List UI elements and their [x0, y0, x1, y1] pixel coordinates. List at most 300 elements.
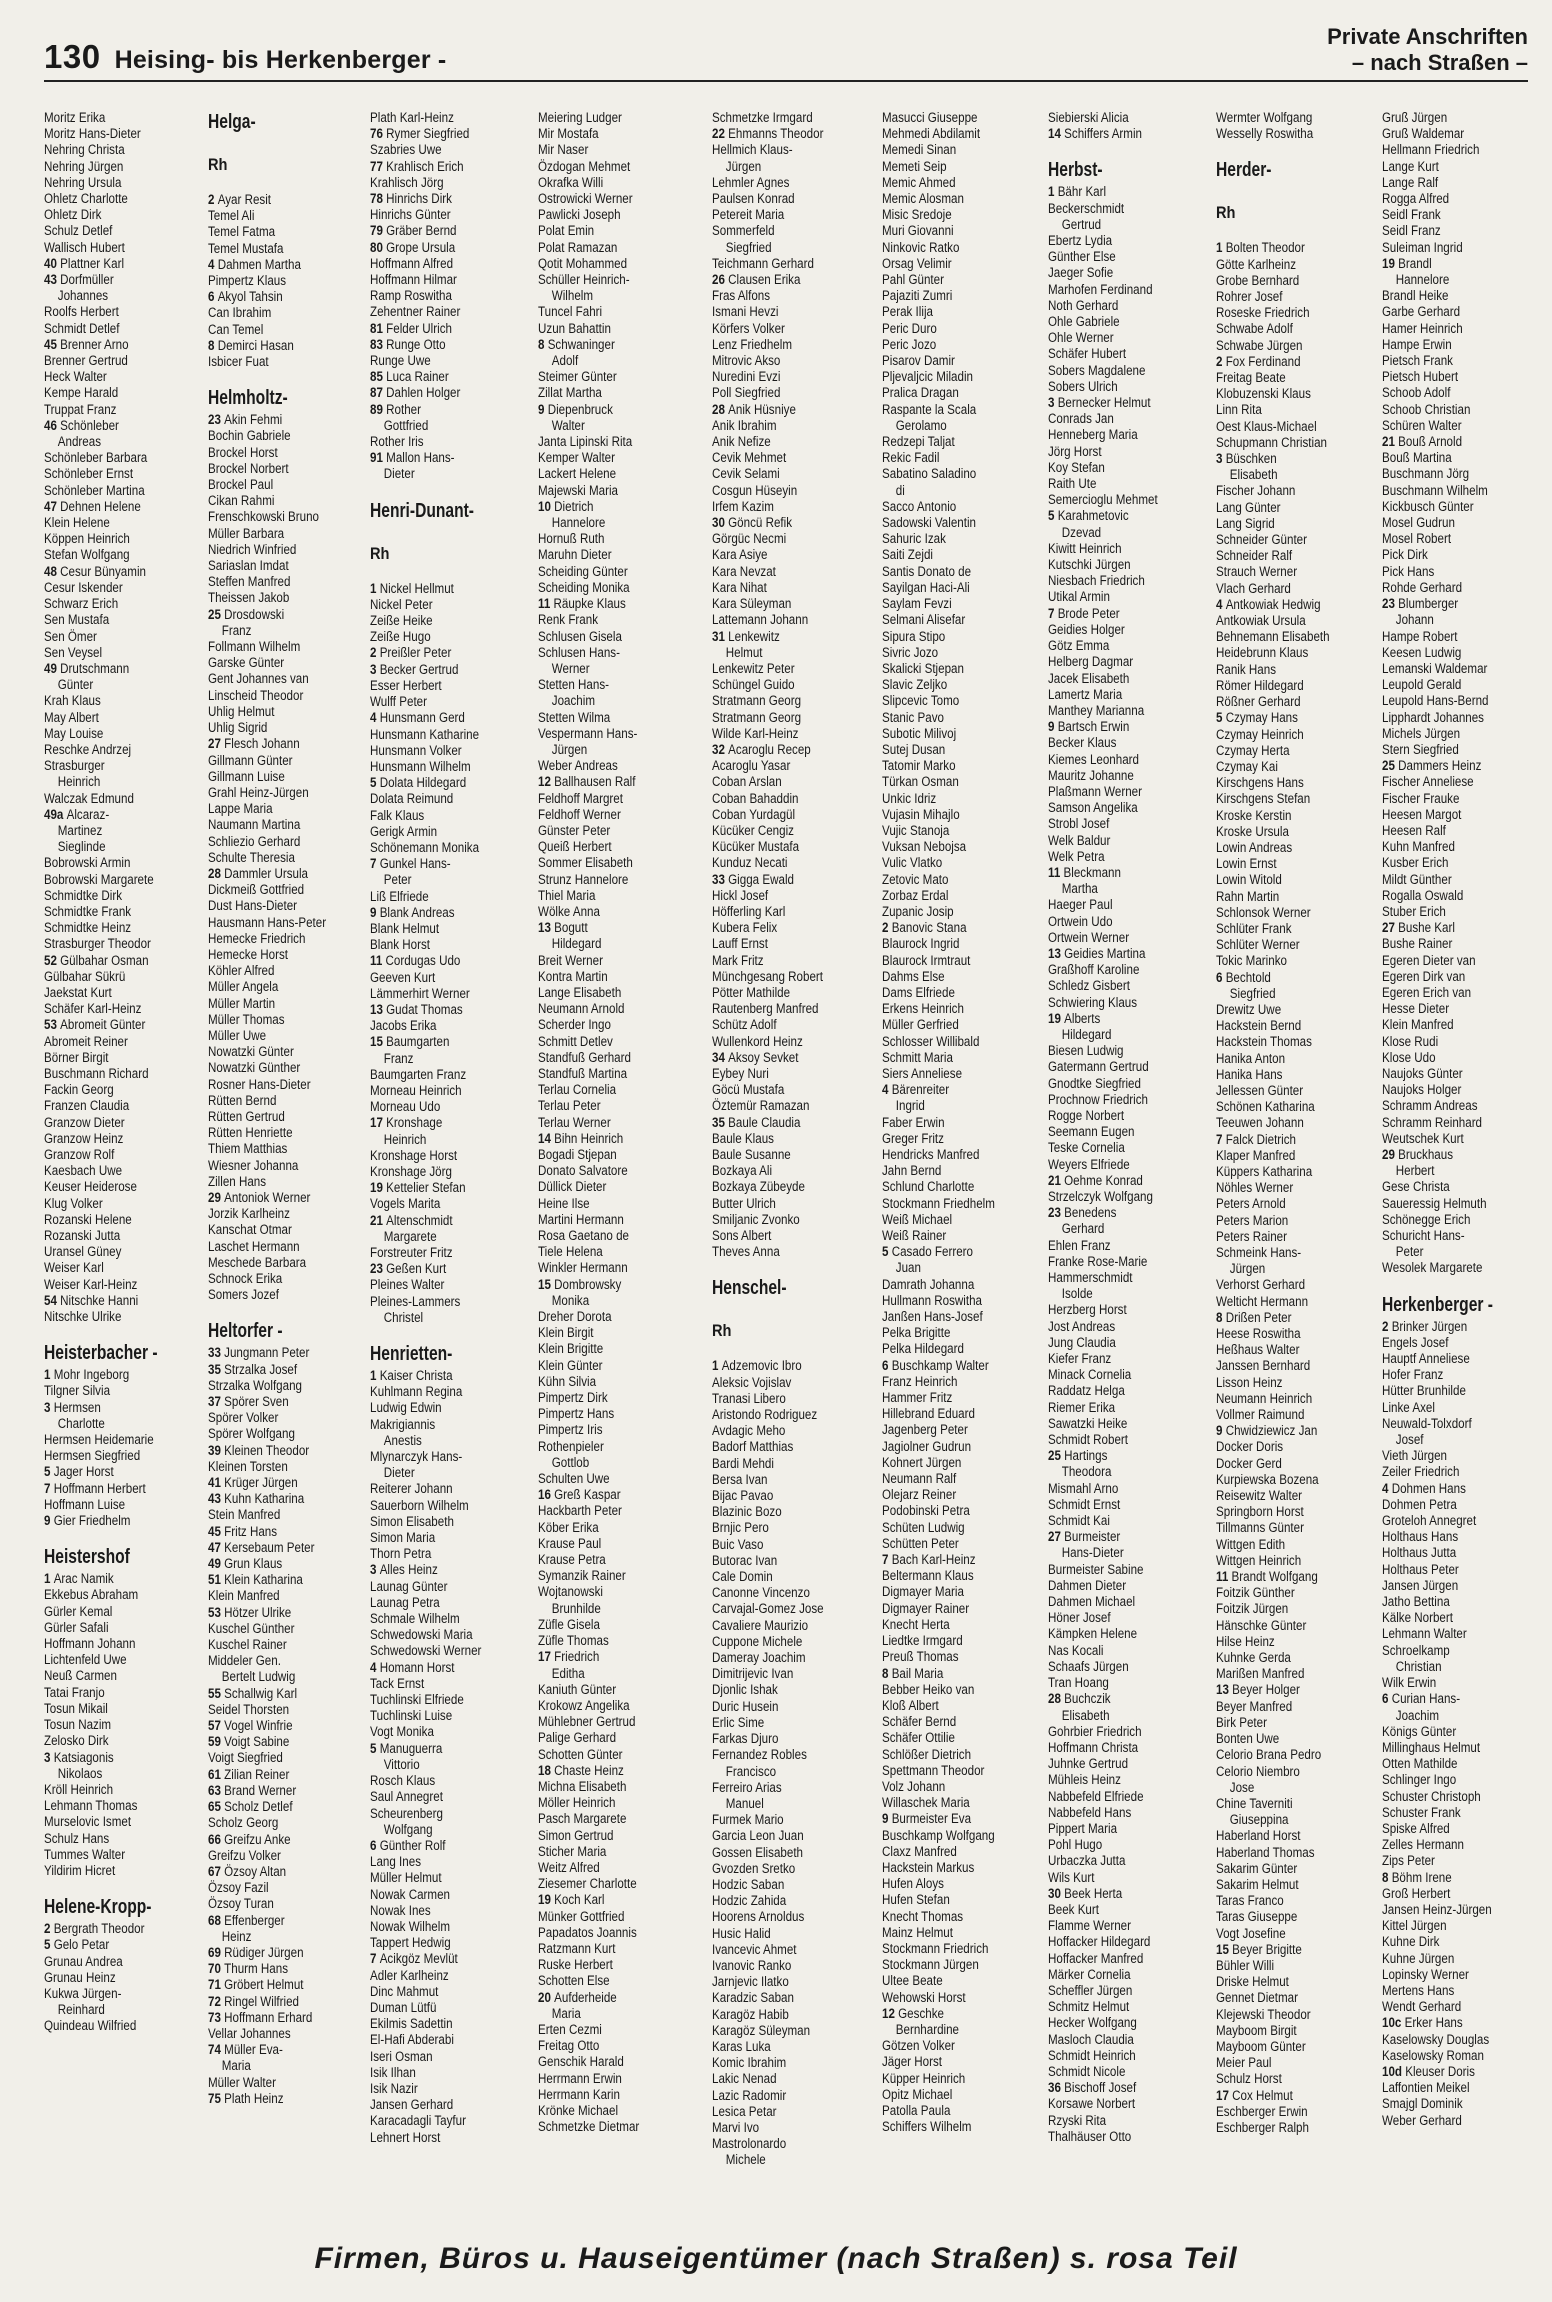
directory-entry	[538, 985, 677, 1001]
directory-entry	[1216, 419, 1355, 435]
house-number: 33	[712, 871, 729, 887]
directory-entry	[1048, 2064, 1187, 2080]
directory-entry	[712, 564, 851, 580]
resident-name: Pick Hans	[1382, 563, 1435, 579]
directory-entry	[712, 661, 851, 677]
resident-name: Kroske Kerstin	[1216, 807, 1292, 823]
house-number: 3	[370, 661, 380, 677]
resident-name: Peters Arnold	[1216, 1196, 1286, 1212]
directory-entry	[208, 785, 347, 801]
directory-entry	[208, 1491, 347, 1507]
resident-name: Schütten Peter	[882, 1535, 959, 1551]
resident-name: Mühleis Heinz	[1048, 1772, 1121, 1788]
directory-entry	[538, 1909, 677, 1925]
directory-entry	[1382, 596, 1521, 612]
resident-name: Schuster Frank	[1382, 1804, 1461, 1820]
resident-name: Schönleber Martina	[44, 482, 145, 498]
directory-entry	[538, 1779, 677, 1795]
house-number: 21	[1048, 1172, 1065, 1188]
directory-entry	[538, 466, 677, 482]
resident-name: Weiß Michael	[882, 1211, 953, 1227]
directory-entry	[1216, 1099, 1355, 1115]
resident-name: Palige Gerhard	[538, 1730, 617, 1746]
resident-name: Lowin Ernst	[1216, 856, 1277, 872]
resident-name: Bihn Heinrich	[554, 1130, 624, 1146]
directory-entry	[1382, 904, 1521, 920]
directory-entry	[1382, 1513, 1521, 1529]
resident-name: Janta Lipinski Rita	[538, 434, 633, 450]
resident-name: Meier Paul	[1216, 2055, 1272, 2071]
resident-name: Casado Ferrero	[891, 1244, 973, 1260]
resident-name: Lange Kurt	[1382, 158, 1439, 174]
directory-entry	[882, 110, 1021, 126]
resident-name: Strzalka Wolfgang	[208, 1377, 303, 1393]
resident-name: Scheiding Monika	[538, 579, 630, 595]
entry-continuation: Martinez	[57, 822, 103, 838]
resident-name: Sommer Elisabeth	[538, 855, 633, 871]
directory-entry	[1048, 654, 1187, 670]
directory-entry	[44, 1277, 183, 1293]
house-number: 81	[370, 320, 387, 336]
directory-entry	[538, 1163, 677, 1179]
directory-entry	[882, 402, 1021, 418]
resident-name: Gillmann Günter	[208, 752, 293, 768]
directory-entry	[1048, 2048, 1187, 2064]
resident-name: Janßen Hans-Josef	[882, 1309, 983, 1325]
directory-entry	[370, 1417, 509, 1433]
directory-entry	[712, 1780, 851, 1796]
entry-continuation: Helmut	[725, 644, 763, 660]
directory-entry	[538, 596, 677, 612]
directory-entry	[882, 369, 1021, 385]
resident-name: Gräber Bernd	[386, 223, 457, 239]
directory-entry	[44, 402, 183, 418]
resident-name: Masloch Claudia	[1048, 2031, 1134, 2047]
directory-entry	[712, 1634, 851, 1650]
directory-entry	[538, 710, 677, 726]
resident-name: Mauritz Johanne	[1048, 767, 1134, 783]
resident-name: Anik Ibrahim	[712, 417, 777, 433]
house-number: 49a	[44, 806, 67, 822]
directory-entry	[538, 547, 677, 563]
house-number: 9	[370, 904, 380, 920]
directory-entry	[44, 515, 183, 531]
directory-entry	[538, 969, 677, 985]
directory-entry	[1382, 1034, 1521, 1050]
directory-entry	[538, 1876, 677, 1892]
resident-name: Wilk Erwin	[1382, 1675, 1437, 1691]
resident-name: Herrmann Karin	[538, 2086, 620, 2102]
resident-name: Ostrowicki Werner	[538, 191, 633, 207]
entry-continuation: Margarete	[383, 1228, 437, 1244]
resident-name: Jörg Horst	[1048, 443, 1102, 459]
directory-entry	[44, 126, 183, 142]
resident-name: Ekkebus Abraham	[44, 1587, 139, 1603]
house-number: 28	[1048, 1691, 1065, 1707]
resident-name: Ramp Roswitha	[370, 288, 452, 304]
resident-name: Digmayer Rainer	[882, 1600, 970, 1616]
house-number: 7	[370, 856, 380, 872]
directory-entry	[1382, 1066, 1521, 1082]
directory-entry	[1048, 1772, 1187, 1788]
resident-name: Schäfer Ottilie	[882, 1730, 955, 1746]
resident-name: Krahlisch Erich	[386, 158, 464, 174]
resident-name: Curian Hans-	[1391, 1691, 1461, 1707]
directory-entry	[1382, 369, 1521, 385]
directory-entry	[712, 1147, 851, 1163]
resident-name: Bärenreiter	[891, 1082, 950, 1098]
house-number: 1	[370, 580, 380, 596]
directory-entry	[208, 338, 347, 354]
directory-entry	[1382, 839, 1521, 855]
directory-entry	[1382, 2096, 1521, 2112]
resident-name: Tosun Mikail	[44, 1700, 108, 1716]
directory-entry	[882, 1179, 1021, 1195]
resident-name: Abromeit Günter	[60, 1017, 146, 1033]
resident-name: Homann Horst	[379, 1659, 455, 1675]
directory-entry	[538, 1795, 677, 1811]
directory-entry	[208, 801, 347, 817]
directory-entry	[538, 1358, 677, 1374]
resident-name: Hermsen Siegfried	[44, 1448, 141, 1464]
resident-name: Leupold Gerald	[1382, 677, 1462, 693]
resident-name: Brockel Norbert	[208, 460, 289, 476]
resident-name: Buic Vaso	[712, 1536, 764, 1552]
resident-name: Krüger Jürgen	[224, 1475, 298, 1491]
resident-name: Wullenkord Heinz	[712, 1033, 803, 1049]
directory-entry	[882, 288, 1021, 304]
resident-name: Chaste Heinz	[554, 1762, 624, 1778]
entry-continuation: Juan	[895, 1260, 921, 1276]
directory-entry	[1048, 1076, 1187, 1092]
directory-entry	[712, 872, 851, 888]
resident-name: Kuhne Dirk	[1382, 1934, 1440, 1950]
resident-name: Coban Bahaddin	[712, 790, 799, 806]
directory-entry	[712, 774, 851, 790]
resident-name: Cesur Bünyamin	[60, 563, 146, 579]
resident-name: Sobers Magdalene	[1048, 362, 1146, 378]
resident-name: Banovic Stana	[891, 920, 967, 936]
entry-continuation: Isolde	[1061, 1286, 1093, 1302]
resident-name: Müller Martin	[208, 995, 276, 1011]
resident-name: Küppers Katharina	[1216, 1163, 1313, 1179]
directory-entry	[208, 1734, 347, 1750]
directory-entry	[712, 1391, 851, 1407]
resident-name: Wendt Gerhard	[1382, 1999, 1462, 2015]
directory-entry	[208, 1653, 347, 1669]
resident-name: Ehmanns Theodor	[728, 126, 824, 142]
directory-entry	[1048, 703, 1187, 719]
resident-name: Breit Werner	[538, 952, 603, 968]
entry-continuation: Anestis	[383, 1432, 422, 1448]
resident-name: Nehring Jürgen	[44, 158, 124, 174]
directory-entry	[1382, 1319, 1521, 1335]
directory-entry	[1048, 476, 1187, 492]
house-number: 36	[1048, 2080, 1065, 2096]
directory-entry	[370, 1196, 509, 1212]
resident-name: Uransel Güney	[44, 1244, 122, 1260]
resident-name: Schramm Andreas	[1382, 1098, 1478, 1114]
resident-name: Kroske Ursula	[1216, 823, 1289, 839]
resident-name: Abromeit Reiner	[44, 1033, 128, 1049]
directory-entry	[882, 1860, 1021, 1876]
directory-entry	[882, 872, 1021, 888]
directory-entry	[882, 1568, 1021, 1584]
directory-entry	[1048, 638, 1187, 654]
directory-entry	[1382, 726, 1521, 742]
directory-entry	[370, 450, 509, 466]
directory-entry	[1216, 1342, 1355, 1358]
directory-entry	[44, 580, 183, 596]
directory-entry	[882, 1909, 1021, 1925]
resident-name: Plath Karl-Heinz	[370, 110, 454, 125]
resident-name: Schmidt Heinrich	[1048, 2047, 1136, 2063]
resident-name: Vespermann Hans-	[538, 725, 638, 741]
resident-name: May Albert	[44, 709, 99, 725]
directory-entry	[44, 1685, 183, 1701]
resident-name: Lenz Friedhelm	[712, 336, 793, 352]
directory-entry	[370, 986, 509, 1002]
resident-name: Dust Hans-Dieter	[208, 898, 298, 914]
entry-continuation: Siegfried	[725, 239, 772, 255]
directory-entry	[882, 629, 1021, 645]
directory-entry	[44, 1652, 183, 1668]
resident-name: Schäfer Bernd	[882, 1714, 957, 1730]
directory-entry	[208, 1572, 347, 1588]
resident-name: Greger Fritz	[882, 1130, 944, 1146]
house-number: 1	[1048, 184, 1058, 200]
directory-entry	[208, 979, 347, 995]
resident-name: Can Temel	[208, 321, 264, 337]
resident-name: Hecker Wolfgang	[1048, 2015, 1137, 2031]
resident-name: Schotten Günter	[538, 1746, 623, 1762]
resident-name: Adzemovic Ibro	[721, 1358, 802, 1374]
house-number: 12	[538, 774, 555, 790]
directory-entry	[712, 1472, 851, 1488]
directory-entry	[208, 509, 347, 525]
directory-entry	[370, 1164, 509, 1180]
resident-name: Schönen Katharina	[1216, 1099, 1315, 1115]
resident-name: Teichmann Gerhard	[712, 255, 814, 271]
resident-name: Krahlisch Jörg	[370, 174, 444, 190]
house-number: 11	[538, 596, 554, 612]
resident-name: Renk Frank	[538, 612, 599, 628]
directory-entry	[882, 953, 1021, 969]
resident-name: Greifzu Anke	[224, 1831, 291, 1847]
resident-name: Katsiagonis	[53, 1749, 114, 1765]
directory-entry	[1382, 791, 1521, 807]
directory-entry	[882, 1455, 1021, 1471]
directory-entry	[712, 1715, 851, 1731]
entry-continuation: Dzevad	[1061, 524, 1102, 540]
resident-name: Hoffmann Erhard	[224, 2009, 313, 2025]
directory-entry	[712, 1893, 851, 1909]
resident-name: Brinker Jürgen	[1391, 1318, 1468, 1334]
resident-name: Klaper Manfred	[1216, 1147, 1296, 1163]
house-number: 19	[370, 1180, 387, 1196]
directory-entry	[1382, 1610, 1521, 1626]
directory-entry	[370, 1562, 509, 1578]
resident-name: Klein Manfred	[208, 1588, 280, 1604]
directory-entry	[1216, 483, 1355, 499]
resident-name: Weber Andreas	[538, 758, 618, 774]
resident-name: Hammer Fritz	[882, 1390, 953, 1406]
directory-entry	[1382, 1821, 1521, 1837]
house-number: 61	[208, 1766, 225, 1782]
directory-entry	[1216, 678, 1355, 694]
resident-name: Meschede Barbara	[208, 1254, 307, 1270]
directory-entry	[370, 1984, 509, 2000]
resident-name: Siers Anneliese	[882, 1065, 963, 1081]
resident-name: Sakarim Helmut	[1216, 1876, 1299, 1892]
resident-name: Jansen Gerhard	[370, 2097, 454, 2113]
directory-entry	[370, 1951, 509, 1967]
resident-name: Freitag Beate	[1216, 370, 1286, 386]
directory-entry	[1382, 1691, 1521, 1707]
house-number: 16	[538, 1487, 555, 1503]
directory-entry	[1382, 288, 1521, 304]
resident-name: Gnodtke Siegfried	[1048, 1075, 1141, 1091]
resident-name: Kröll Heinrich	[44, 1781, 114, 1797]
house-number: 52	[44, 952, 61, 968]
resident-name: Gürler Safali	[44, 1619, 109, 1635]
directory-entry	[208, 1044, 347, 1060]
directory-entry	[44, 385, 183, 401]
resident-name: Adler Karlheinz	[370, 1967, 449, 1983]
entry-continuation: di	[895, 482, 905, 498]
directory-entry	[712, 337, 851, 353]
directory-entry	[1048, 573, 1187, 589]
entry-continuation: Heinz	[221, 1928, 252, 1944]
directory-entry	[712, 450, 851, 466]
directory-entry	[1382, 823, 1521, 839]
resident-name: Volz Johann	[882, 1778, 946, 1794]
directory-entry	[538, 1406, 677, 1422]
resident-name: Hänschke Günter	[1216, 1617, 1307, 1633]
resident-name: Karadzic Saban	[712, 1990, 794, 2006]
directory-entry	[712, 223, 851, 239]
resident-name: Kirschgens Stefan	[1216, 791, 1311, 807]
directory-entry	[370, 1261, 509, 1277]
directory-entry	[882, 2054, 1021, 2070]
directory-entry	[1382, 191, 1521, 207]
house-number: 49	[208, 1556, 225, 1572]
directory-entry	[1216, 1764, 1355, 1780]
resident-name: Skalicki Stjepan	[882, 660, 964, 676]
directory-entry	[1048, 671, 1187, 687]
directory-entry	[882, 1957, 1021, 1973]
directory-entry	[538, 483, 677, 499]
resident-name: Scheiding Günter	[538, 563, 628, 579]
directory-entry	[370, 1724, 509, 1740]
directory-entry	[882, 1309, 1021, 1325]
directory-entry	[712, 969, 851, 985]
resident-name: Schüller Heinrich-	[538, 272, 630, 288]
resident-name: Nickel Peter	[370, 596, 433, 612]
directory-entry	[712, 369, 851, 385]
resident-name: Weutschek Kurt	[1382, 1130, 1464, 1146]
resident-name: Nowak Carmen	[370, 1886, 451, 1902]
resident-name: Heßhaus Walter	[1216, 1342, 1300, 1358]
resident-name: Bozkaya Ali	[712, 1163, 773, 1179]
resident-name: Redzepi Taljat	[882, 434, 955, 450]
resident-name: Moritz Hans-Dieter	[44, 126, 141, 142]
resident-name: Cordugas Udo	[385, 953, 461, 969]
resident-name: Smajgl Dominik	[1382, 2096, 1463, 2112]
resident-name: Czymay Hans	[1225, 710, 1298, 726]
resident-name: Gatermann Gertrud	[1048, 1059, 1149, 1075]
resident-name: Schneider Günter	[1216, 532, 1307, 548]
house-number: 23	[370, 1261, 387, 1277]
resident-name: Rogga Alfred	[1382, 191, 1450, 207]
street-heading: Herkenberger -	[1382, 1293, 1493, 1316]
resident-name: Rößner Gerhard	[1216, 694, 1301, 710]
directory-entry	[44, 547, 183, 563]
resident-name: Thorn Petra	[370, 1546, 432, 1562]
resident-name: Graßhoff Karoline	[1048, 962, 1140, 978]
directory-entry	[1382, 1578, 1521, 1594]
resident-name: Pötter Mathilde	[712, 984, 791, 1000]
resident-name: Zehentner Rainer	[370, 304, 461, 320]
directory-entry	[1048, 914, 1187, 930]
directory-entry	[712, 920, 851, 936]
directory-entry	[1048, 1238, 1187, 1254]
resident-name: Ballhausen Ralf	[554, 774, 636, 790]
resident-name: Mehmedi Abdilamit	[882, 126, 981, 142]
directory-entry	[1382, 483, 1521, 499]
resident-name: Kubera Felix	[712, 920, 778, 936]
resident-name: Stanic Pavo	[882, 709, 944, 725]
directory-entry	[370, 1579, 509, 1595]
resident-name: Vogels Marita	[370, 1196, 441, 1212]
directory-entry	[882, 1844, 1021, 1860]
directory-entry	[1216, 1990, 1355, 2006]
resident-name: Geeven Kurt	[370, 969, 436, 985]
resident-name: Preuß Thomas	[882, 1649, 959, 1665]
resident-name: Pietsch Frank	[1382, 353, 1453, 369]
directory-entry	[538, 1682, 677, 1698]
directory-entry	[712, 1974, 851, 1990]
resident-name: Heidebrunn Klaus	[1216, 645, 1309, 661]
resident-name: Hampe Robert	[1382, 628, 1458, 644]
resident-name: Makrigiannis	[370, 1416, 436, 1432]
directory-entry	[712, 1585, 851, 1601]
resident-name: Moritz Erika	[44, 110, 106, 125]
directory-entry	[712, 466, 851, 482]
directory-entry	[712, 1082, 851, 1098]
directory-entry	[882, 1828, 1021, 1844]
directory-entry	[208, 1190, 347, 1206]
resident-name: Hausmann Hans-Peter	[208, 914, 327, 930]
directory-entry	[882, 515, 1021, 531]
resident-name: Özsoy Fazil	[208, 1880, 269, 1896]
directory-entry	[1382, 1983, 1521, 1999]
resident-name: Liedtke Irmgard	[882, 1633, 963, 1649]
resident-name: Smiljanic Zvonko	[712, 1211, 800, 1227]
house-number: 6	[208, 289, 218, 305]
directory-entry	[44, 499, 183, 515]
directory-entry	[208, 1459, 347, 1475]
directory-entry	[882, 1633, 1021, 1649]
directory-entry	[538, 2119, 677, 2135]
house-number: 45	[44, 336, 61, 352]
directory-entry	[1048, 1951, 1187, 1967]
resident-name: Seidel Thorsten	[208, 1701, 290, 1717]
directory-entry	[538, 1309, 677, 1325]
resident-name: Kücüker Cengiz	[712, 822, 794, 838]
resident-name: Mastrolonardo	[712, 2136, 787, 2152]
directory-entry	[882, 321, 1021, 337]
